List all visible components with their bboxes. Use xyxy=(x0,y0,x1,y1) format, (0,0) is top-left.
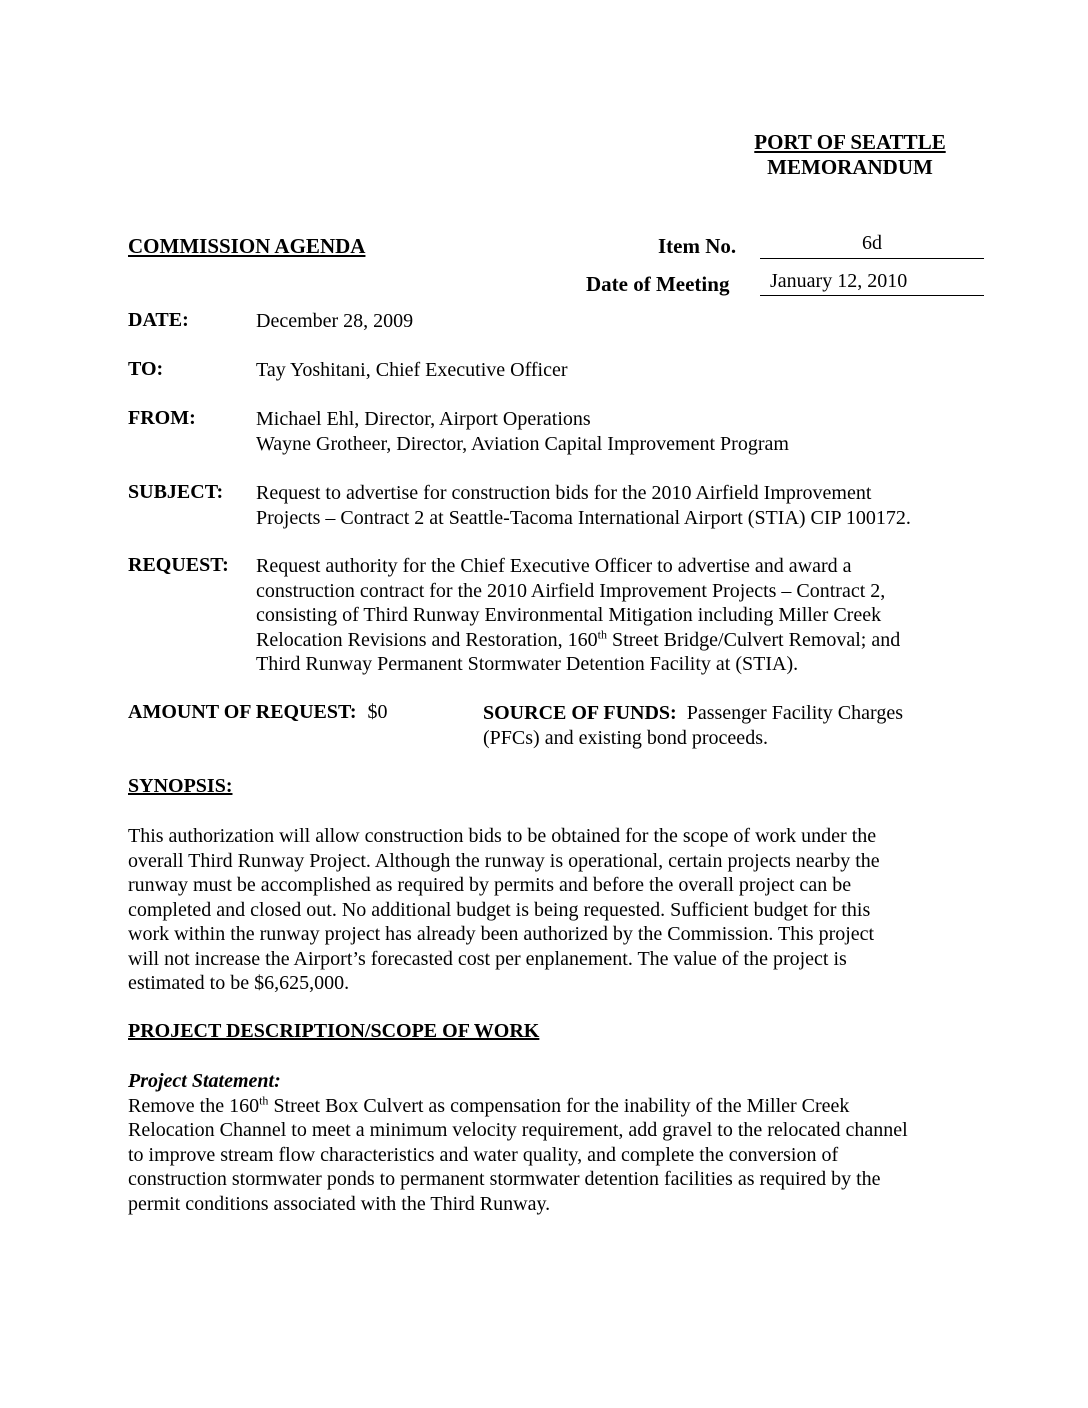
project-line: to improve stream flow characteristics and water quality, and complete the conversion of xyxy=(128,1143,839,1166)
project-line: Relocation Channel to meet a minimum velocity requirement, add gravel to the relocated channel xyxy=(128,1119,908,1141)
request-line-4 xyxy=(256,628,968,653)
request-line-1: Request authority for the Chief Executive Officer to advertise and award a xyxy=(256,555,852,577)
funds-value-2: (PFCs) and existing bond proceeds. xyxy=(483,726,768,749)
meeting-date-label: Date of Meeting xyxy=(586,272,730,296)
project-line: construction stormwater ponds to permanent stormwater detention facilities as required by the xyxy=(128,1168,881,1190)
request-line-2: construction contract for the 2010 Airfield Improvement Projects – Contract 2, xyxy=(256,579,886,602)
request-value xyxy=(256,554,968,677)
subject-line-1: Request to advertise for construction bids for the 2010 Airfield Improvement xyxy=(256,482,872,504)
to-label: TO: xyxy=(128,358,164,380)
request-line-4-end: Street Bridge/Culvert Removal; and xyxy=(606,628,901,651)
project-heading: PROJECT DESCRIPTION/SCOPE OF WORK xyxy=(128,1020,540,1042)
org-name: PORT OF SEATTLE xyxy=(754,130,946,154)
funds-value-1: Passenger Facility Charges xyxy=(686,702,903,724)
synopsis-heading: SYNOPSIS: xyxy=(128,775,233,797)
doc-type: MEMORANDUM xyxy=(767,155,933,179)
project-statement xyxy=(128,1069,968,1216)
synopsis-line: work within the runway project has already been authorized by the Commission. This project xyxy=(128,923,875,945)
project-line-1-sup: th xyxy=(259,1092,269,1107)
project-line-1-end: Street Box Culvert as compensation for the inability of the Miller Creek xyxy=(268,1094,850,1117)
meeting-date-value: January 12, 2010 xyxy=(760,270,984,296)
request-line-4-sup: th xyxy=(597,626,607,641)
from-value xyxy=(256,407,968,456)
to-value: Tay Yoshitani, Chief Executive Officer xyxy=(256,359,568,381)
subject-label: SUBJECT: xyxy=(128,481,224,503)
request-label: REQUEST: xyxy=(128,554,229,576)
memo-header xyxy=(740,130,960,180)
project-line-1 xyxy=(128,1094,968,1119)
date-label: DATE: xyxy=(128,309,189,331)
request-line-3: consisting of Third Runway Environmental Mitigation including Miller Creek xyxy=(256,604,882,626)
item-label: Item No. xyxy=(658,234,737,258)
from-label: FROM: xyxy=(128,407,196,429)
from-line-1: Michael Ehl, Director, Airport Operations xyxy=(256,408,591,430)
amount-label: AMOUNT OF REQUEST: xyxy=(128,701,357,723)
synopsis-line: overall Third Runway Project. Although the runway is operational, certain projects nearby the xyxy=(128,849,880,872)
project-line-1-start: Remove the 160 xyxy=(128,1094,260,1117)
project-statement-label: Project Statement: xyxy=(128,1070,281,1092)
synopsis-line: runway must be accomplished as required by permits and before the overall project can be xyxy=(128,874,852,896)
amount-row xyxy=(128,701,388,724)
amount-value: $0 xyxy=(367,701,388,723)
synopsis-line: estimated to be $6,625,000. xyxy=(128,972,350,994)
funds-label: SOURCE OF FUNDS: xyxy=(483,702,677,724)
from-line-2: Wayne Grotheer, Director, Aviation Capital Improvement Program xyxy=(256,432,789,455)
project-line: permit conditions associated with the Third Runway. xyxy=(128,1192,551,1215)
date-value: December 28, 2009 xyxy=(256,310,414,332)
synopsis-line: completed and closed out. No additional budget is being requested. Sufficient budget for this xyxy=(128,898,871,921)
funds-block xyxy=(483,701,953,750)
subject-line-2: Projects – Contract 2 at Seattle-Tacoma International Airport (STIA) CIP 100172. xyxy=(256,506,911,529)
synopsis-body xyxy=(128,824,968,996)
request-line-4-start: Relocation Revisions and Restoration, 160 xyxy=(256,628,598,651)
item-value: 6d xyxy=(760,232,984,259)
synopsis-line: This authorization will allow construction bids to be obtained for the scope of work under the xyxy=(128,825,877,847)
agenda-title: COMMISSION AGENDA xyxy=(128,234,366,258)
synopsis-line: will not increase the Airport’s forecasted cost per enplanement. The value of the project is xyxy=(128,947,847,970)
request-line-5: Third Runway Permanent Stormwater Detention Facility at (STIA). xyxy=(256,653,799,675)
subject-value xyxy=(256,481,988,530)
